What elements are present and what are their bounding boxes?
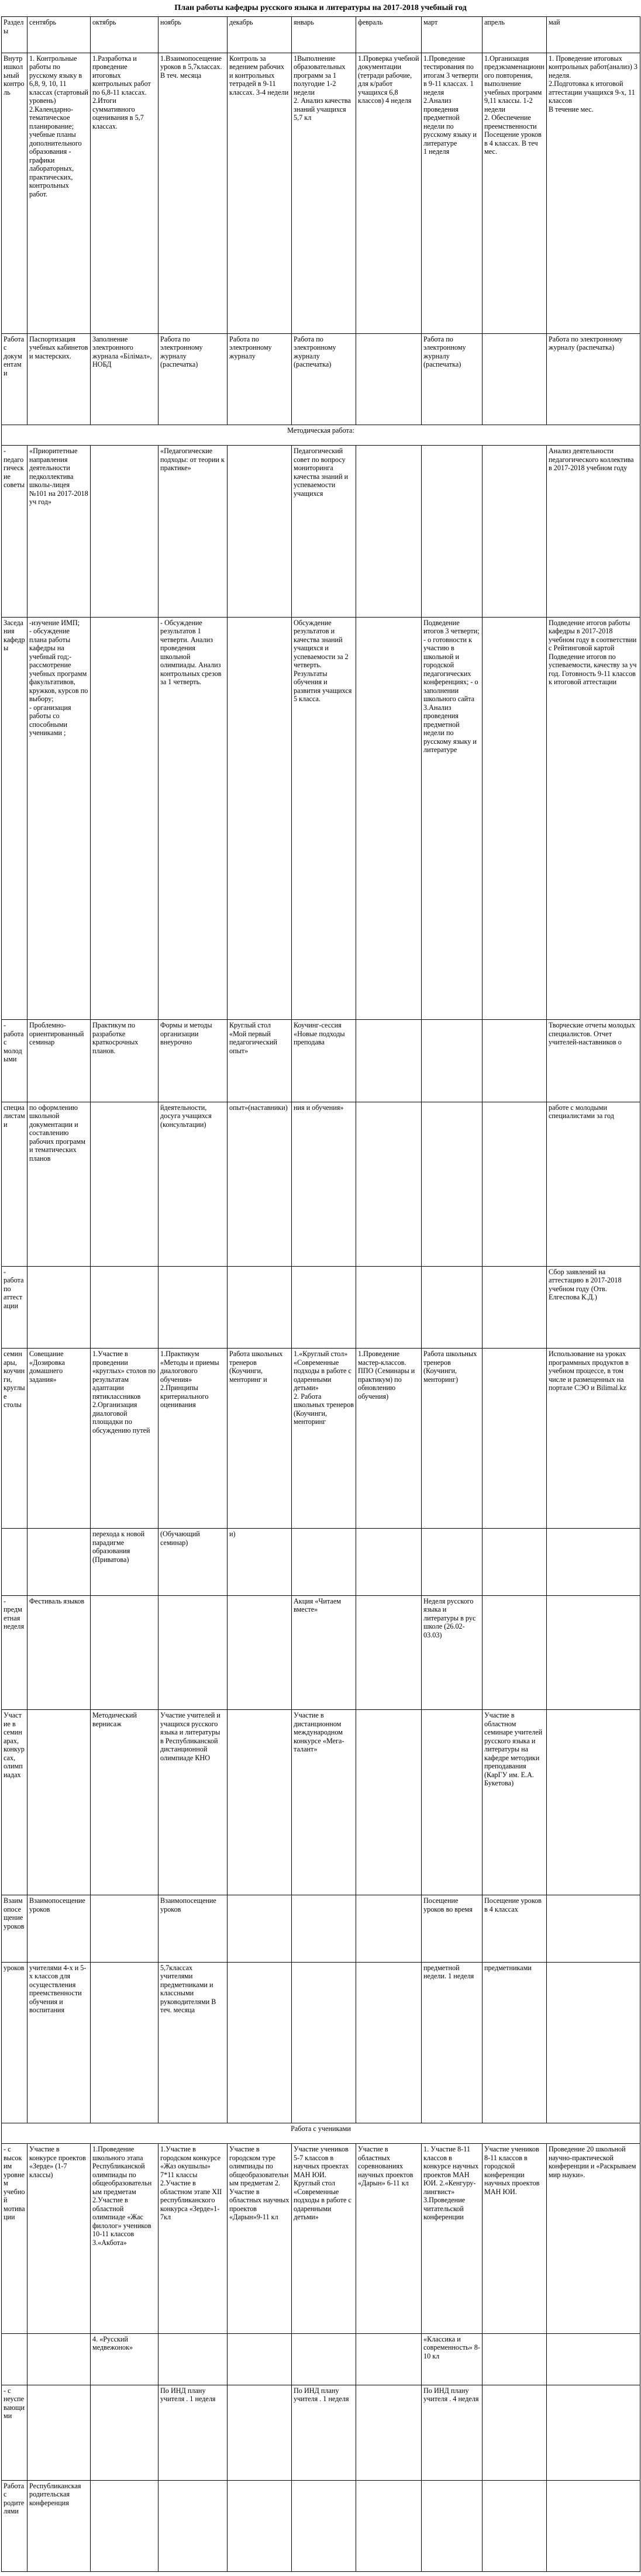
plan-cell: Работа по электронному журналу (распечатка)	[158, 333, 228, 425]
plan-cell	[292, 2480, 356, 2571]
plan-cell: Посещение уроков во время	[422, 1895, 483, 1962]
plan-cell	[91, 1102, 158, 1266]
table-row	[2, 2385, 640, 2480]
plan-cell	[483, 2480, 547, 2571]
table-row	[2, 617, 640, 1020]
plan-cell: Подведение итогов 3 четверти; - о готовности к участию в школьной и городской педагогических конференциях; - о заполнении школьного сайта 3.Анализ проведения предметной недели по русскому языку и литературе	[422, 617, 483, 1020]
plan-cell: 1.Участие в городском конкурсе «Жаз окушылы» 7*11 классы 2.Участие в областном этапе XII республиканского конкурса «Зерде»1-7кл	[158, 2144, 228, 2333]
plan-cell	[547, 1595, 640, 1710]
plan-cell: Участие в областных соревнованиях научных проектов «Дарын» 6-11 кл	[356, 2144, 422, 2333]
plan-cell	[356, 617, 422, 1020]
plan-cell	[547, 1710, 640, 1895]
plan-cell: Участие учеников 5-7 классов в научных проектах МАН ЮИ. Круглый стол «Современные подходы в работе с одаренными детьми»	[292, 2144, 356, 2333]
plan-cell	[356, 2385, 422, 2480]
plan-cell	[547, 1529, 640, 1595]
plan-cell: работе с молодыми специалистами за год	[547, 1102, 640, 1266]
section-title: Методическая работа:	[2, 425, 640, 445]
plan-cell: Круглый стол «Мой первый педагогический опыт»	[228, 1020, 292, 1102]
plan-cell	[483, 2333, 547, 2385]
plan-cell	[91, 2385, 158, 2480]
plan-cell: 1.Проведение мастер-классов. ППО (Семинары и практикум) по обновлению обучения)	[356, 1349, 422, 1529]
table-row	[2, 1529, 640, 1595]
plan-cell: Педагогический совет по вопросу мониторинга качества знаний и успеваемости учащихся	[292, 446, 356, 618]
table-row	[2, 1266, 640, 1348]
plan-cell	[483, 333, 547, 425]
header-cell: апрель	[483, 17, 547, 53]
header-cell: март	[422, 17, 483, 53]
plan-cell: Проведение 20 школьной научно-практической конференции и «Раскрываем мир науки».	[547, 2144, 640, 2333]
plan-cell	[356, 2333, 422, 2385]
header-cell: сентябрь	[27, 17, 91, 53]
table-row	[2, 1962, 640, 2123]
plan-cell	[547, 1962, 640, 2123]
plan-cell	[228, 1962, 292, 2123]
plan-cell	[483, 446, 547, 618]
plan-cell: 5,7классах учителями предметниками и классными руководителями В теч. месяца	[158, 1962, 228, 2123]
plan-cell: опыт»(наставники)	[228, 1102, 292, 1266]
plan-cell: Фестиваль языков	[27, 1595, 91, 1710]
table-row	[2, 446, 640, 618]
row-section-label: Внутришкольный контроль	[2, 53, 27, 333]
plan-cell: Неделя русского языка и литературы в рус школе (26.02-03.03)	[422, 1595, 483, 1710]
plan-cell: Работа школьных тренеров (Коучинги, менторинг)	[422, 1349, 483, 1529]
row-section-label: Взаимопосещение уроков	[2, 1895, 27, 1962]
row-section-label: специалистами	[2, 1102, 27, 1266]
plan-cell: (Обучающий семинар)	[158, 1529, 228, 1595]
header-cell: февраль	[356, 17, 422, 53]
plan-cell	[228, 1895, 292, 1962]
plan-cell	[483, 1595, 547, 1710]
plan-table	[1, 16, 640, 2572]
table-row	[2, 1710, 640, 1895]
plan-cell: Участие учеников 8-11 классов в городской конференции научных проектов МАН ЮИ.	[483, 2144, 547, 2333]
plan-cell: Участие в конкурсе проектов «Зерде» (1-7 классы)	[27, 2144, 91, 2333]
plan-cell: йдеятельности, досуга учащихся (консультации)	[158, 1102, 228, 1266]
plan-cell	[158, 2480, 228, 2571]
plan-cell	[422, 1266, 483, 1348]
plan-cell: Проблемно- ориентированный семинар	[27, 1020, 91, 1102]
row-section-label: - с высоким уровнем учебной мотивации	[2, 2144, 27, 2333]
plan-cell: Методический вернисаж	[91, 1710, 158, 1895]
table-row	[2, 1102, 640, 1266]
table-row	[2, 1595, 640, 1710]
plan-cell	[158, 1595, 228, 1710]
plan-cell: и)	[228, 1529, 292, 1595]
table-row	[2, 1895, 640, 1962]
table-row	[2, 1349, 640, 1529]
header-cell: май	[547, 17, 640, 53]
plan-cell	[228, 1595, 292, 1710]
plan-cell: 1.«Круглый стол» «Современные подходы в работе с одаренными детьми» 2. Работа школьных тренеров (Коучинги, менторинг	[292, 1349, 356, 1529]
plan-cell: Участие в областном семинаре учителей русского языка и литературы на кафедре методики преподавания (КарГУ им. Е.А. Букетова)	[483, 1710, 547, 1895]
row-section-label: - с неуспевающими	[2, 2385, 27, 2480]
plan-cell	[483, 617, 547, 1020]
section-title: Работа с учениками	[2, 2123, 640, 2144]
plan-cell	[228, 2333, 292, 2385]
plan-cell: «Классика и современность» 8-10 кл	[422, 2333, 483, 2385]
plan-cell	[547, 2385, 640, 2480]
plan-cell: Контроль за ведением рабочих и контрольных тетрадей в 9-11 классах. 3-4 недели	[228, 53, 292, 333]
row-section-label	[2, 1529, 27, 1595]
plan-cell	[158, 1266, 228, 1348]
plan-cell: перехода к новой парадигме образования (Приватова)	[91, 1529, 158, 1595]
plan-cell	[158, 2333, 228, 2385]
plan-cell: Сбор заявлений на аттестацию в 2017-2018 учебном году (Отв. Елгеспова К.Д.)	[547, 1266, 640, 1348]
row-section-label: - работа по аттестации	[2, 1266, 27, 1348]
row-section-label	[2, 2333, 27, 2385]
plan-cell: Обсуждение результатов и качества знаний учащихся и успеваемости за 2 четверть. Результаты обучения и развития учащихся 5 класса.	[292, 617, 356, 1020]
plan-cell	[91, 617, 158, 1020]
plan-cell	[483, 1266, 547, 1348]
plan-cell: Подведение итогов работы кафедры в 2017-2018 учебном году в соответствии с Рейтинговой картой Подведение итогов по успеваемости, качеству за уч год. Готовность 9-11 классов к итоговой аттестации	[547, 617, 640, 1020]
plan-cell: 1.Проведение тестирования по итогам 3 четверти в 9-11 классах. 1 неделя 2.Анализ проведения предметной недели по русскому языку и литературе 1 неделя	[422, 53, 483, 333]
row-section-label: семинары, коучинги, круглые столы	[2, 1349, 27, 1529]
plan-cell	[356, 1020, 422, 1102]
header-cell: январь	[292, 17, 356, 53]
plan-cell	[292, 1529, 356, 1595]
plan-cell: По ИНД плану учителя . 1 неделя	[292, 2385, 356, 2480]
plan-cell	[292, 1895, 356, 1962]
plan-cell: предметной недели. 1 неделя	[422, 1962, 483, 2123]
plan-cell: Акция «Читаем вместе»	[292, 1595, 356, 1710]
plan-cell	[356, 1895, 422, 1962]
plan-cell	[356, 446, 422, 618]
plan-cell	[228, 446, 292, 618]
section-row	[2, 425, 640, 445]
row-section-label: Работа с документами	[2, 333, 27, 425]
document-title: План работы кафедры русского языка и литературы на 2017-2018 учебный год	[174, 4, 467, 12]
table-row	[2, 333, 640, 425]
plan-cell	[356, 1529, 422, 1595]
plan-cell: 1.Участие в проведении «круглых» столов по результатам адаптации пятиклассников 2.Организация диалоговой площадки по обсуждению путей	[91, 1349, 158, 1529]
plan-cell: Анализ деятельности педагогического коллектива в 2017-2018 учебном году	[547, 446, 640, 618]
row-section-label: - педагогические советы	[2, 446, 27, 618]
plan-cell	[228, 1710, 292, 1895]
plan-cell: предметниками	[483, 1962, 547, 2123]
plan-cell	[228, 2385, 292, 2480]
plan-cell: -изучение ИМП; - обсуждение плана работы кафедры на учебный год;- рассмотрение учебных программ факультативов, кружков, курсов по выбору; - организация работы со способными учениками ;	[27, 617, 91, 1020]
plan-cell	[91, 1595, 158, 1710]
plan-cell	[422, 446, 483, 618]
row-section-label: - предметная неделя	[2, 1595, 27, 1710]
plan-cell: учителями 4-х и 5-х классов для осуществления преемственности обучения и воспитания	[27, 1962, 91, 2123]
plan-cell: Работа по электронному журналу	[228, 333, 292, 425]
plan-cell	[356, 333, 422, 425]
plan-cell: Участие в городском туре олимпиады по общеобразовательным предметам 2. Участие в областных научных проектов «Дарын»9-11 кл	[228, 2144, 292, 2333]
plan-cell	[547, 1895, 640, 1962]
table-row	[2, 2480, 640, 2571]
plan-cell	[422, 1529, 483, 1595]
plan-cell: По ИНД плану учителя . 4 неделя	[422, 2385, 483, 2480]
plan-cell: 1. Проведение итоговых контрольных работ(анализ) 3 неделя. 2.Подготовка к итоговой аттестации учащихся 9-х, 11 классов В течение мес.	[547, 53, 640, 333]
plan-cell	[292, 1962, 356, 2123]
table-row	[2, 2144, 640, 2333]
plan-cell	[27, 2333, 91, 2385]
plan-cell: 1.Организация предэкзаменационного повторения, выполнение учебных программ 9,11 классы. 1-2 недели 2. Обеспечение преемственности Посещение уроков в 4 классах. В теч мес.	[483, 53, 547, 333]
plan-cell: Формы и методы организации внеурочно	[158, 1020, 228, 1102]
plan-cell: Коучинг-сессия «Новые подходы преподава	[292, 1020, 356, 1102]
plan-cell	[91, 1962, 158, 2123]
plan-cell	[91, 1266, 158, 1348]
plan-cell: Заполнение электронного журнала «Білімал», НОБД	[91, 333, 158, 425]
plan-cell	[483, 1529, 547, 1595]
plan-cell: По ИНД плану учителя . 1 неделя	[158, 2385, 228, 2480]
plan-cell	[27, 1529, 91, 1595]
plan-cell	[228, 617, 292, 1020]
row-section-label: - работа с молодыми	[2, 1020, 27, 1102]
plan-cell	[483, 1102, 547, 1266]
plan-cell: Работа школьных тренеров (Коучинги, менторинг и	[228, 1349, 292, 1529]
header-row	[2, 17, 640, 53]
plan-cell: 1.Практикум «Методы и приемы диалогового обучения» 2.Принципы критериального оценивания	[158, 1349, 228, 1529]
plan-cell	[27, 1266, 91, 1348]
row-section-label: Заседания кафедры	[2, 617, 27, 1020]
plan-cell	[483, 2385, 547, 2480]
plan-cell: Творческие отчеты молодых специалистов. Отчет учителей-наставников о	[547, 1020, 640, 1102]
plan-cell: 1Выполнение образовательных программ за 1 полугодие 1-2 недели 2. Анализ качества знаний учащихся 5,7 кл	[292, 53, 356, 333]
plan-cell	[547, 2333, 640, 2385]
plan-cell	[483, 1349, 547, 1529]
table-row	[2, 53, 640, 333]
plan-cell	[547, 2480, 640, 2571]
plan-cell	[91, 2480, 158, 2571]
header-cell: ноябрь	[158, 17, 228, 53]
plan-cell	[292, 1266, 356, 1348]
plan-cell: «Приоритетные направления деятельности педколлектива школы-лицея №101 на 2017-2018 уч год»	[27, 446, 91, 618]
row-section-label: Участие в семинарах, конкурсах, олимпиадах	[2, 1710, 27, 1895]
plan-cell: Участие в дистанционном международном конкурсе «Мега-талант»	[292, 1710, 356, 1895]
plan-cell: Взаимопосещение уроков	[158, 1895, 228, 1962]
plan-cell: 1.Проверка учебной документации (тетради рабочие, для к/работ учащихся 6,8 классов) 4 неделя	[356, 53, 422, 333]
section-row	[2, 2123, 640, 2144]
row-section-label: Работа с родителями	[2, 2480, 27, 2571]
plan-cell	[422, 1020, 483, 1102]
plan-cell	[422, 1710, 483, 1895]
plan-cell: ния и обучения»	[292, 1102, 356, 1266]
plan-cell	[422, 2480, 483, 2571]
plan-cell	[356, 2480, 422, 2571]
plan-cell	[228, 1266, 292, 1348]
plan-cell: по оформлению школьной документации и составлению рабочих программ и тематических планов	[27, 1102, 91, 1266]
plan-cell	[228, 2480, 292, 2571]
plan-cell	[422, 1102, 483, 1266]
plan-cell: - Обсуждение результатов 1 четверти. Анализ проведения школьной олимпиады. Анализ контрольных срезов за 1 четверть.	[158, 617, 228, 1020]
header-cell: октябрь	[91, 17, 158, 53]
plan-cell: «Педагогические подходы: от теории к практике»	[158, 446, 228, 618]
plan-cell	[356, 1595, 422, 1710]
plan-cell: Практикум по разработке краткосрочных планов.	[91, 1020, 158, 1102]
header-cell: декабрь	[228, 17, 292, 53]
table-row	[2, 2333, 640, 2385]
plan-cell	[483, 1020, 547, 1102]
header-cell: Разделы	[2, 17, 27, 53]
plan-cell: Использование на уроках программных продуктов в учебном процессе, в том числе и размещенных на портале СЭО и Bilimal.kz	[547, 1349, 640, 1529]
plan-cell: Совещание «Дозировка домашнего задания»	[27, 1349, 91, 1529]
plan-cell	[356, 1102, 422, 1266]
row-section-label: уроков	[2, 1962, 27, 2123]
table-row	[2, 1020, 640, 1102]
plan-cell	[356, 1710, 422, 1895]
plan-cell: Посещение уроков в 4 классах	[483, 1895, 547, 1962]
plan-cell: 4. «Русский медвежонок»	[91, 2333, 158, 2385]
plan-cell: Взаимопосещение уроков	[27, 1895, 91, 1962]
plan-cell	[356, 1962, 422, 2123]
plan-cell: Работа по электронному журналу (распечатка)	[547, 333, 640, 425]
plan-cell: 1. Контрольные работы по русскому языку в 6,8, 9, 10, 11 классах (стартовый уровень) 2.Календарно-тематическое планирование; учебные планы дополнительного образования - графики лабораторных, практических, контрольных работ.	[27, 53, 91, 333]
plan-cell	[27, 2385, 91, 2480]
plan-cell: Паспортизация учебных кабинетов и мастерских.	[27, 333, 91, 425]
plan-cell	[27, 1710, 91, 1895]
plan-cell	[91, 1895, 158, 1962]
plan-cell: Работа по электронному журналу (распечатка)	[292, 333, 356, 425]
plan-cell: Республиканская родительская конференция	[27, 2480, 91, 2571]
plan-cell	[91, 446, 158, 618]
plan-cell: Участие учителей и учащихся русского языка и литературы в Республиканской дистанционной олимпиаде КНО	[158, 1710, 228, 1895]
plan-cell: 1.Взаимопосещение уроков в 5,7классах. В теч. месяца	[158, 53, 228, 333]
plan-cell	[356, 1266, 422, 1348]
plan-cell: Работа по электронному журналу (распечатка)	[422, 333, 483, 425]
plan-cell: 1.Разработка и проведение итоговых контрольных работ по 6,8-11 классах. 2.Итоги суммативного оценивания в 5,7 классах.	[91, 53, 158, 333]
plan-cell: 1.Проведение школьного этапа Республиканской олимпиады по общеобразовательным предметам 2.Участие в областной олимпиаде «Жас филолог» учеников 10-11 классов 3.«Акбота»	[91, 2144, 158, 2333]
plan-cell	[292, 2333, 356, 2385]
plan-cell: 1. Участие 8-11 классов в конкурсе научных проектов МАН ЮИ. 2.«Кенгуру-лингвист» 3.Проведение читательской конференции	[422, 2144, 483, 2333]
